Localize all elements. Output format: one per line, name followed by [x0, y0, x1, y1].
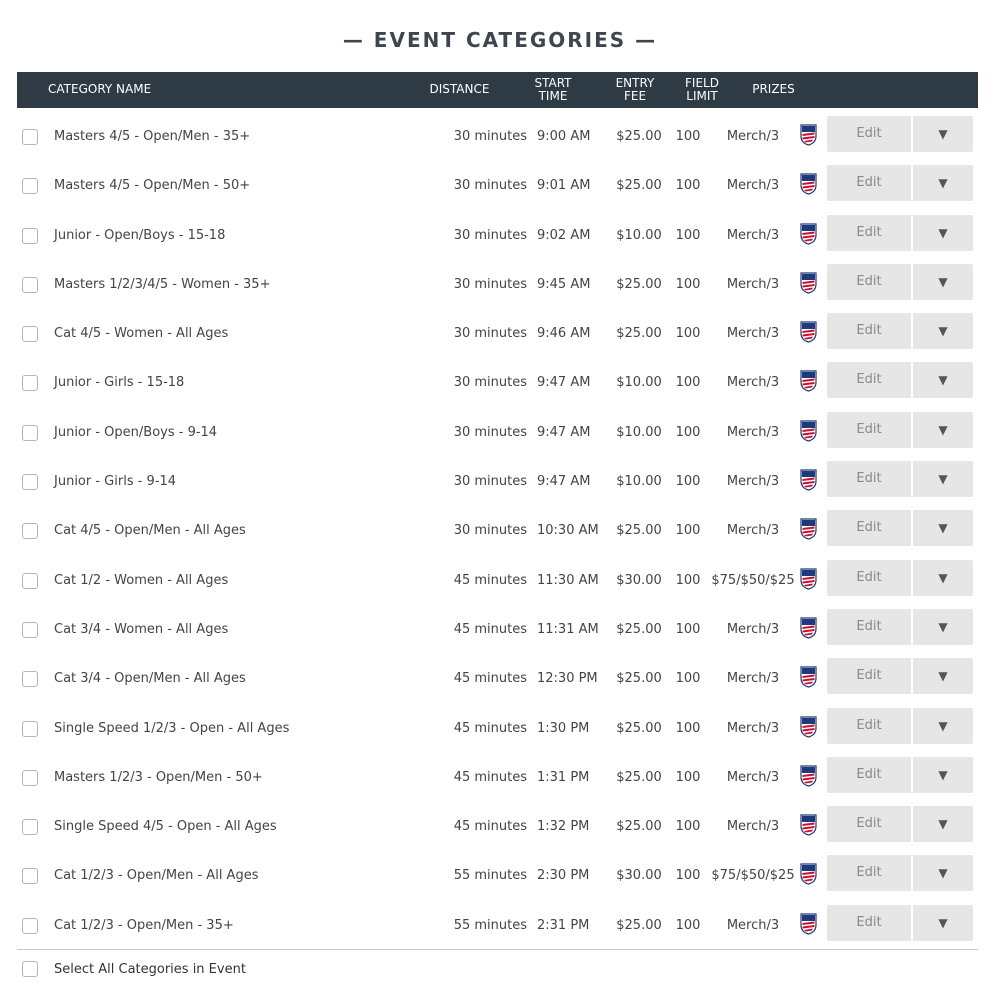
- table-row: [17, 161, 978, 210]
- row-actions-dropdown[interactable]: [913, 116, 973, 152]
- prizes-value: Merch/3: [726, 523, 780, 539]
- edit-button[interactable]: Edit: [827, 313, 911, 349]
- distance-value: 30 minutes: [453, 276, 527, 292]
- entry-fee-value: $10.00: [616, 424, 662, 440]
- usa-cycling-shield-icon: [800, 518, 817, 540]
- category-name: Cat 4/5 - Open/Men - All Ages: [54, 523, 246, 539]
- row-actions-dropdown[interactable]: [913, 510, 973, 546]
- distance-value: 30 minutes: [453, 227, 527, 243]
- start-time-value: 10:30 AM: [537, 523, 599, 539]
- usa-cycling-shield-icon: [800, 568, 817, 590]
- entry-fee-value: $30.00: [616, 572, 662, 588]
- page-title: — EVENT CATEGORIES —: [342, 28, 658, 52]
- prizes-value: $75/$50/$25: [711, 868, 795, 884]
- prizes-value: Merch/3: [726, 720, 780, 736]
- edit-button[interactable]: Edit: [827, 510, 911, 546]
- edit-button[interactable]: Edit: [827, 806, 911, 842]
- header-category-name: CATEGORY NAME: [48, 82, 152, 96]
- usa-cycling-shield-icon: [800, 765, 817, 787]
- edit-button[interactable]: Edit: [827, 412, 911, 448]
- distance-value: 30 minutes: [453, 178, 527, 194]
- distance-value: 45 minutes: [453, 671, 527, 687]
- table-row: [17, 506, 978, 555]
- prizes-value: Merch/3: [726, 819, 780, 835]
- field-limit-value: 100: [675, 572, 701, 588]
- distance-value: 30 minutes: [453, 523, 527, 539]
- header-start-time-line1: START: [534, 76, 572, 90]
- edit-button[interactable]: Edit: [827, 855, 911, 891]
- table-row: [17, 753, 978, 802]
- edit-button[interactable]: Edit: [827, 362, 911, 398]
- caret-down-icon: ▼: [938, 472, 948, 487]
- category-name: Masters 4/5 - Open/Men - 50+: [54, 178, 251, 194]
- entry-fee-value: $25.00: [616, 720, 662, 736]
- start-time-value: 9:01 AM: [537, 178, 591, 194]
- row-actions-dropdown[interactable]: [913, 362, 973, 398]
- caret-down-icon: ▼: [938, 176, 948, 191]
- distance-value: 55 minutes: [453, 868, 527, 884]
- category-name: Cat 1/2 - Women - All Ages: [54, 572, 229, 588]
- header-entry-fee-line2: FEE: [623, 89, 647, 103]
- row-checkbox[interactable]: [22, 819, 38, 835]
- prizes-value: Merch/3: [726, 375, 780, 391]
- row-checkbox[interactable]: [22, 523, 38, 539]
- entry-fee-value: $25.00: [616, 129, 662, 144]
- header-field-limit-line1: FIELD: [685, 76, 719, 90]
- entry-fee-value: $10.00: [616, 474, 662, 490]
- distance-value: 45 minutes: [453, 769, 527, 785]
- row-checkbox[interactable]: [22, 228, 38, 244]
- caret-down-icon: ▼: [938, 669, 948, 684]
- header-entry-fee-line1: ENTRY: [615, 76, 655, 90]
- header-prizes: PRIZES: [752, 82, 795, 96]
- distance-value: 45 minutes: [453, 572, 527, 588]
- usa-cycling-shield-icon: [800, 173, 817, 195]
- usa-cycling-shield-icon: [800, 863, 817, 885]
- entry-fee-value: $30.00: [616, 868, 662, 884]
- entry-fee-value: $25.00: [616, 326, 662, 342]
- row-actions-dropdown[interactable]: [913, 855, 973, 891]
- edit-button[interactable]: Edit: [827, 658, 911, 694]
- start-time-value: 9:46 AM: [537, 326, 591, 342]
- field-limit-value: 100: [675, 424, 701, 440]
- caret-down-icon: ▼: [938, 373, 948, 388]
- caret-down-icon: ▼: [938, 619, 948, 634]
- row-actions-dropdown[interactable]: [913, 264, 973, 300]
- caret-down-icon: ▼: [938, 324, 948, 339]
- field-limit-value: 100: [675, 720, 701, 736]
- usa-cycling-shield-icon: [800, 716, 817, 738]
- caret-down-icon: ▼: [938, 225, 948, 240]
- row-checkbox[interactable]: [22, 918, 38, 934]
- row-checkbox[interactable]: [22, 573, 38, 589]
- field-limit-value: 100: [675, 474, 701, 490]
- table-row: [17, 704, 978, 753]
- usa-cycling-shield-icon: [800, 420, 817, 442]
- prizes-value: Merch/3: [726, 424, 780, 440]
- usa-cycling-shield-icon: [800, 469, 817, 491]
- row-actions-dropdown[interactable]: [913, 165, 973, 201]
- start-time-value: 2:31 PM: [537, 917, 590, 933]
- row-actions-dropdown[interactable]: [913, 757, 973, 793]
- category-name: Junior - Open/Boys - 15-18: [54, 227, 226, 243]
- prizes-value: Merch/3: [726, 474, 780, 490]
- field-limit-value: 100: [675, 129, 701, 144]
- header-entry-fee: [609, 77, 661, 103]
- header-field-limit: [677, 77, 727, 103]
- table-row: [17, 112, 978, 161]
- select-all-row: [17, 960, 517, 980]
- row-actions-dropdown[interactable]: [913, 609, 973, 645]
- prizes-value: Merch/3: [726, 769, 780, 785]
- field-limit-value: 100: [675, 326, 701, 342]
- field-limit-value: 100: [675, 868, 701, 884]
- entry-fee-value: $25.00: [616, 917, 662, 933]
- edit-button[interactable]: Edit: [827, 708, 911, 744]
- field-limit-value: 100: [675, 227, 701, 243]
- category-name: Masters 1/2/3/4/5 - Women - 35+: [54, 276, 271, 292]
- row-actions-dropdown[interactable]: [913, 412, 973, 448]
- usa-cycling-shield-icon: [800, 913, 817, 935]
- row-checkbox[interactable]: [22, 425, 38, 441]
- field-limit-value: 100: [675, 917, 701, 933]
- table-row: [17, 408, 978, 457]
- row-actions-dropdown[interactable]: [913, 905, 973, 941]
- start-time-value: 11:31 AM: [537, 621, 599, 637]
- prizes-value: Merch/3: [726, 326, 780, 342]
- start-time-value: 9:47 AM: [537, 474, 591, 490]
- usa-cycling-shield-icon: [800, 223, 817, 245]
- entry-fee-value: $10.00: [616, 375, 662, 391]
- category-name: Junior - Open/Boys - 9-14: [54, 424, 218, 440]
- distance-value: 45 minutes: [453, 819, 527, 835]
- table-row: [17, 802, 978, 851]
- prizes-value: Merch/3: [726, 671, 780, 687]
- field-limit-value: 100: [675, 621, 701, 637]
- category-name: Masters 4/5 - Open/Men - 35+: [54, 129, 251, 144]
- row-checkbox[interactable]: [22, 277, 38, 293]
- prizes-value: Merch/3: [726, 178, 780, 194]
- row-actions-dropdown[interactable]: [913, 215, 973, 251]
- start-time-value: 2:30 PM: [537, 868, 590, 884]
- header-distance: DISTANCE: [429, 82, 490, 96]
- distance-value: 30 minutes: [453, 375, 527, 391]
- select-all-label[interactable]: Select All Categories in Event: [54, 962, 246, 977]
- caret-down-icon: ▼: [938, 866, 948, 881]
- entry-fee-value: $25.00: [616, 671, 662, 687]
- caret-down-icon: ▼: [938, 915, 948, 930]
- table-row: [17, 654, 978, 703]
- category-name: Cat 3/4 - Open/Men - All Ages: [54, 671, 246, 687]
- row-actions-dropdown[interactable]: [913, 806, 973, 842]
- caret-down-icon: ▼: [938, 274, 948, 289]
- start-time-value: 11:30 AM: [537, 572, 599, 588]
- category-name: Cat 1/2/3 - Open/Men - All Ages: [54, 868, 259, 884]
- distance-value: 30 minutes: [453, 129, 527, 144]
- edit-button[interactable]: Edit: [827, 264, 911, 300]
- category-name: Junior - Girls - 15-18: [54, 375, 185, 391]
- prizes-value: Merch/3: [726, 917, 780, 933]
- field-limit-value: 100: [675, 671, 701, 687]
- usa-cycling-shield-icon: [800, 666, 817, 688]
- field-limit-value: 100: [675, 819, 701, 835]
- entry-fee-value: $25.00: [616, 621, 662, 637]
- distance-value: 45 minutes: [453, 621, 527, 637]
- edit-button[interactable]: Edit: [827, 560, 911, 596]
- start-time-value: 9:02 AM: [537, 227, 591, 243]
- select-all-checkbox[interactable]: [22, 961, 38, 977]
- prizes-value: Merch/3: [726, 276, 780, 292]
- prizes-value: Merch/3: [726, 621, 780, 637]
- distance-value: 30 minutes: [453, 326, 527, 342]
- entry-fee-value: $25.00: [616, 276, 662, 292]
- edit-button[interactable]: Edit: [827, 461, 911, 497]
- header-start-time-line2: TIME: [538, 89, 568, 103]
- category-name: Cat 1/2/3 - Open/Men - 35+: [54, 917, 234, 933]
- table-row: [17, 309, 978, 358]
- caret-down-icon: ▼: [938, 422, 948, 437]
- edit-button[interactable]: Edit: [827, 609, 911, 645]
- row-actions-dropdown[interactable]: [913, 313, 973, 349]
- edit-button[interactable]: Edit: [827, 165, 911, 201]
- row-actions-dropdown[interactable]: [913, 560, 973, 596]
- table-row: [17, 605, 978, 654]
- category-name: Junior - Girls - 9-14: [54, 474, 177, 490]
- usa-cycling-shield-icon: [800, 370, 817, 392]
- row-checkbox[interactable]: [22, 129, 38, 145]
- table-row: [17, 211, 978, 260]
- entry-fee-value: $25.00: [616, 523, 662, 539]
- table-row: [17, 457, 978, 506]
- category-list: [17, 112, 978, 950]
- table-row: [17, 556, 978, 605]
- caret-down-icon: ▼: [938, 127, 948, 141]
- edit-button[interactable]: Edit: [827, 905, 911, 941]
- category-name: Cat 3/4 - Women - All Ages: [54, 621, 229, 637]
- start-time-value: 9:45 AM: [537, 276, 591, 292]
- field-limit-value: 100: [675, 276, 701, 292]
- distance-value: 45 minutes: [453, 720, 527, 736]
- edit-button[interactable]: Edit: [827, 215, 911, 251]
- start-time-value: 9:00 AM: [537, 129, 591, 144]
- field-limit-value: 100: [675, 523, 701, 539]
- caret-down-icon: ▼: [938, 718, 948, 733]
- table-row: [17, 851, 978, 900]
- field-limit-value: 100: [675, 769, 701, 785]
- table-header: [17, 72, 978, 108]
- row-checkbox[interactable]: [22, 622, 38, 638]
- caret-down-icon: ▼: [938, 817, 948, 832]
- category-name: Single Speed 1/2/3 - Open - All Ages: [54, 720, 290, 736]
- edit-button[interactable]: Edit: [827, 116, 911, 152]
- category-name: Masters 1/2/3 - Open/Men - 50+: [54, 769, 263, 785]
- row-checkbox[interactable]: [22, 770, 38, 786]
- header-start-time: [527, 77, 579, 103]
- distance-value: 30 minutes: [453, 424, 527, 440]
- usa-cycling-shield-icon: [800, 124, 817, 146]
- entry-fee-value: $25.00: [616, 769, 662, 785]
- distance-value: 30 minutes: [453, 474, 527, 490]
- entry-fee-value: $25.00: [616, 178, 662, 194]
- table-row: [17, 901, 978, 950]
- category-name: Cat 4/5 - Women - All Ages: [54, 326, 229, 342]
- usa-cycling-shield-icon: [800, 617, 817, 639]
- entry-fee-value: $25.00: [616, 819, 662, 835]
- start-time-value: 9:47 AM: [537, 375, 591, 391]
- edit-button[interactable]: Edit: [827, 757, 911, 793]
- row-checkbox[interactable]: [22, 474, 38, 490]
- start-time-value: 1:32 PM: [537, 819, 590, 835]
- usa-cycling-shield-icon: [800, 321, 817, 343]
- row-checkbox[interactable]: [22, 868, 38, 884]
- field-limit-value: 100: [675, 178, 701, 194]
- footer-divider: [17, 949, 978, 950]
- row-checkbox[interactable]: [22, 721, 38, 737]
- field-limit-value: 100: [675, 375, 701, 391]
- row-actions-dropdown[interactable]: [913, 708, 973, 744]
- row-checkbox[interactable]: [22, 326, 38, 342]
- start-time-value: 12:30 PM: [537, 671, 598, 687]
- distance-value: 55 minutes: [453, 917, 527, 933]
- prizes-value: Merch/3: [726, 129, 780, 144]
- entry-fee-value: $10.00: [616, 227, 662, 243]
- row-actions-dropdown[interactable]: [913, 461, 973, 497]
- prizes-value: Merch/3: [726, 227, 780, 243]
- table-row: [17, 358, 978, 407]
- row-checkbox[interactable]: [22, 671, 38, 687]
- start-time-value: 1:30 PM: [537, 720, 590, 736]
- header-field-limit-line2: LIMIT: [686, 89, 718, 103]
- caret-down-icon: ▼: [938, 570, 948, 585]
- category-name: Single Speed 4/5 - Open - All Ages: [54, 819, 277, 835]
- usa-cycling-shield-icon: [800, 272, 817, 294]
- caret-down-icon: ▼: [938, 767, 948, 782]
- row-checkbox[interactable]: [22, 375, 38, 391]
- row-checkbox[interactable]: [22, 178, 38, 194]
- start-time-value: 1:31 PM: [537, 769, 590, 785]
- start-time-value: 9:47 AM: [537, 424, 591, 440]
- caret-down-icon: ▼: [938, 521, 948, 536]
- row-actions-dropdown[interactable]: [913, 658, 973, 694]
- table-row: [17, 260, 978, 309]
- usa-cycling-shield-icon: [800, 814, 817, 836]
- prizes-value: $75/$50/$25: [711, 572, 795, 588]
